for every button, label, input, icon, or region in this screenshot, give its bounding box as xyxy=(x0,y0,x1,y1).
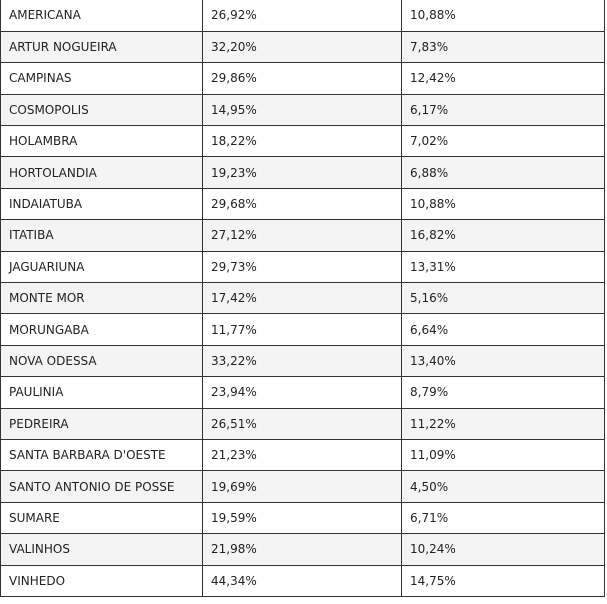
value2-cell: 6,17% xyxy=(402,94,605,125)
city-cell: HORTOLANDIA xyxy=(1,157,203,188)
table-body xyxy=(1,0,605,596)
city-cell: AMERICANA xyxy=(1,0,203,31)
value1-cell: 21,23% xyxy=(203,439,402,470)
value2-cell: 7,02% xyxy=(402,126,605,157)
value2-cell: 6,64% xyxy=(402,314,605,345)
value2-cell: 12,42% xyxy=(402,63,605,94)
table-row xyxy=(1,283,605,314)
city-cell: HOLAMBRA xyxy=(1,126,203,157)
city-cell: JAGUARIUNA xyxy=(1,251,203,282)
table-row xyxy=(1,345,605,376)
value1-cell: 19,23% xyxy=(203,157,402,188)
value1-cell: 29,73% xyxy=(203,251,402,282)
table-row xyxy=(1,377,605,408)
city-cell: NOVA ODESSA xyxy=(1,345,203,376)
value1-cell: 14,95% xyxy=(203,94,402,125)
value2-cell: 11,22% xyxy=(402,408,605,439)
value2-cell: 4,50% xyxy=(402,471,605,502)
value1-cell: 26,51% xyxy=(203,408,402,439)
value2-cell: 10,24% xyxy=(402,534,605,565)
city-cell: COSMOPOLIS xyxy=(1,94,203,125)
value1-cell: 29,86% xyxy=(203,63,402,94)
value1-cell: 33,22% xyxy=(203,345,402,376)
city-cell: MONTE MOR xyxy=(1,283,203,314)
table-row xyxy=(1,408,605,439)
value1-cell: 19,69% xyxy=(203,471,402,502)
value2-cell: 16,82% xyxy=(402,220,605,251)
table-row xyxy=(1,31,605,62)
value2-cell: 14,75% xyxy=(402,565,605,596)
city-cell: ITATIBA xyxy=(1,220,203,251)
city-cell: PEDREIRA xyxy=(1,408,203,439)
table-row xyxy=(1,314,605,345)
table-row xyxy=(1,251,605,282)
value1-cell: 21,98% xyxy=(203,534,402,565)
table-row xyxy=(1,63,605,94)
value2-cell: 5,16% xyxy=(402,283,605,314)
value1-cell: 23,94% xyxy=(203,377,402,408)
city-cell: SANTO ANTONIO DE POSSE xyxy=(1,471,203,502)
table-row xyxy=(1,565,605,596)
city-cell: INDAIATUBA xyxy=(1,188,203,219)
value1-cell: 19,59% xyxy=(203,502,402,533)
table-row xyxy=(1,471,605,502)
table-row xyxy=(1,157,605,188)
value1-cell: 11,77% xyxy=(203,314,402,345)
city-cell: MORUNGABA xyxy=(1,314,203,345)
value2-cell: 10,88% xyxy=(402,0,605,31)
city-cell: ARTUR NOGUEIRA xyxy=(1,31,203,62)
table-row xyxy=(1,439,605,470)
value1-cell: 32,20% xyxy=(203,31,402,62)
value1-cell: 17,42% xyxy=(203,283,402,314)
table-row xyxy=(1,502,605,533)
city-cell: SANTA BARBARA D'OESTE xyxy=(1,439,203,470)
value2-cell: 6,71% xyxy=(402,502,605,533)
value1-cell: 18,22% xyxy=(203,126,402,157)
value2-cell: 13,40% xyxy=(402,345,605,376)
value2-cell: 13,31% xyxy=(402,251,605,282)
value2-cell: 8,79% xyxy=(402,377,605,408)
table-row xyxy=(1,220,605,251)
value2-cell: 10,88% xyxy=(402,188,605,219)
city-cell: VALINHOS xyxy=(1,534,203,565)
value2-cell: 7,83% xyxy=(402,31,605,62)
table-row xyxy=(1,0,605,31)
value2-cell: 11,09% xyxy=(402,439,605,470)
city-cell: VINHEDO xyxy=(1,565,203,596)
value1-cell: 26,92% xyxy=(203,0,402,31)
value1-cell: 29,68% xyxy=(203,188,402,219)
city-cell: CAMPINAS xyxy=(1,63,203,94)
city-cell: SUMARE xyxy=(1,502,203,533)
city-cell: PAULINIA xyxy=(1,377,203,408)
value1-cell: 44,34% xyxy=(203,565,402,596)
table-row xyxy=(1,94,605,125)
table-row xyxy=(1,534,605,565)
table-row xyxy=(1,126,605,157)
value2-cell: 6,88% xyxy=(402,157,605,188)
value1-cell: 27,12% xyxy=(203,220,402,251)
table-row xyxy=(1,188,605,219)
